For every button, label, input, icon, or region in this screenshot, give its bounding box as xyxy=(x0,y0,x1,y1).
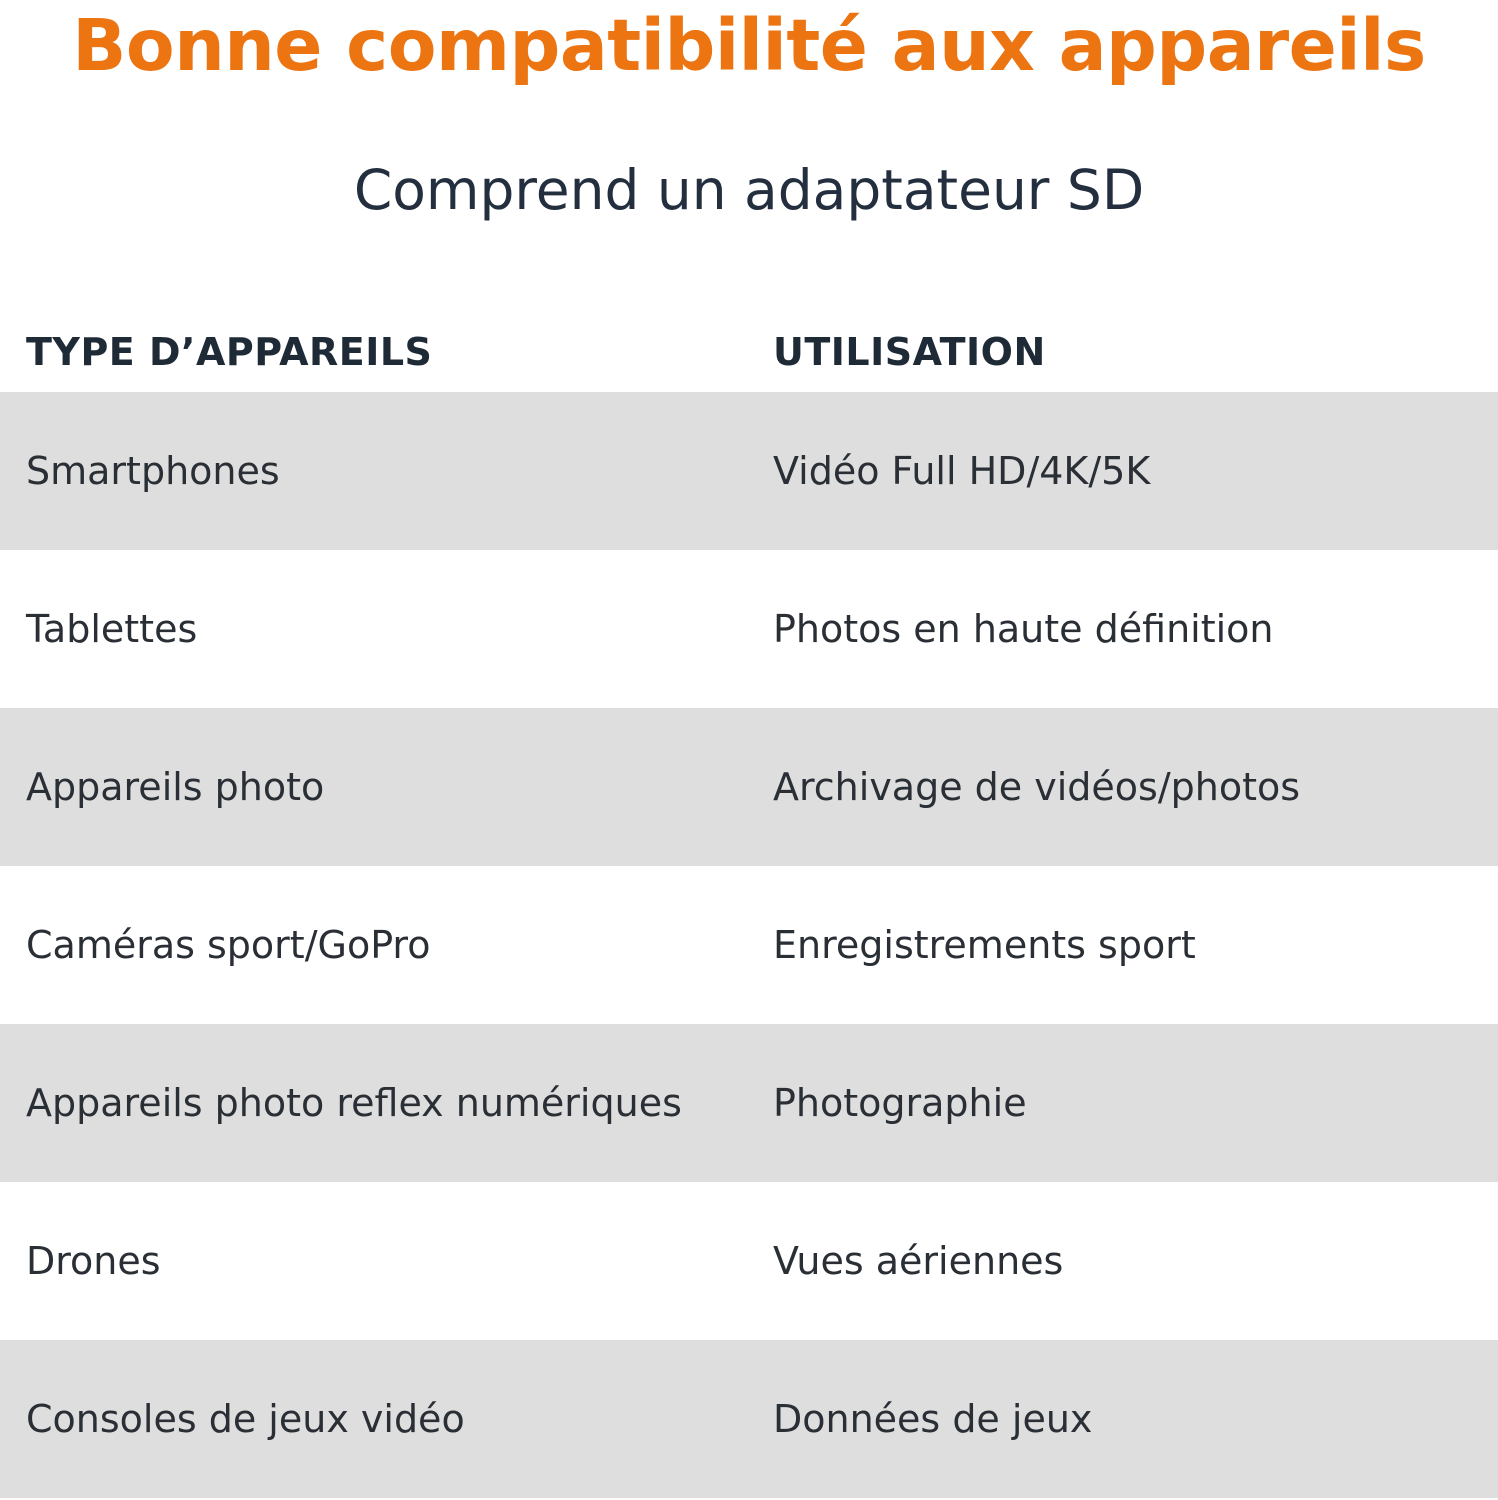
table-row xyxy=(0,708,1498,866)
usage-cell: Archivage de vidéos/photos xyxy=(773,765,1301,809)
device-cell: Smartphones xyxy=(26,449,280,493)
usage-cell: Enregistrements sport xyxy=(773,923,1196,967)
device-cell: Appareils photo reflex numériques xyxy=(26,1081,682,1125)
header-device-type: TYPE D’APPAREILS xyxy=(26,330,433,374)
usage-cell: Données de jeux xyxy=(773,1397,1093,1441)
table-row xyxy=(0,866,1498,1024)
usage-cell: Vidéo Full HD/4K/5K xyxy=(773,449,1151,493)
device-cell: Drones xyxy=(26,1239,161,1283)
usage-cell: Photographie xyxy=(773,1081,1027,1125)
usage-cell: Photos en haute définition xyxy=(773,607,1274,651)
table-row xyxy=(0,1024,1498,1182)
table-header-row xyxy=(0,312,1498,392)
device-cell: Consoles de jeux vidéo xyxy=(26,1397,465,1441)
compatibility-table xyxy=(0,312,1498,1498)
device-cell: Caméras sport/GoPro xyxy=(26,923,431,967)
device-cell: Tablettes xyxy=(26,607,198,651)
usage-cell: Vues aériennes xyxy=(773,1239,1064,1283)
table-row xyxy=(0,1182,1498,1340)
table-row xyxy=(0,1340,1498,1498)
table-row xyxy=(0,550,1498,708)
page-subtitle: Comprend un adaptateur SD xyxy=(353,158,1145,222)
page-title: Bonne compatibilité aux appareils xyxy=(72,4,1426,87)
header-usage: UTILISATION xyxy=(773,330,1046,374)
table-row xyxy=(0,392,1498,550)
device-cell: Appareils photo xyxy=(26,765,325,809)
